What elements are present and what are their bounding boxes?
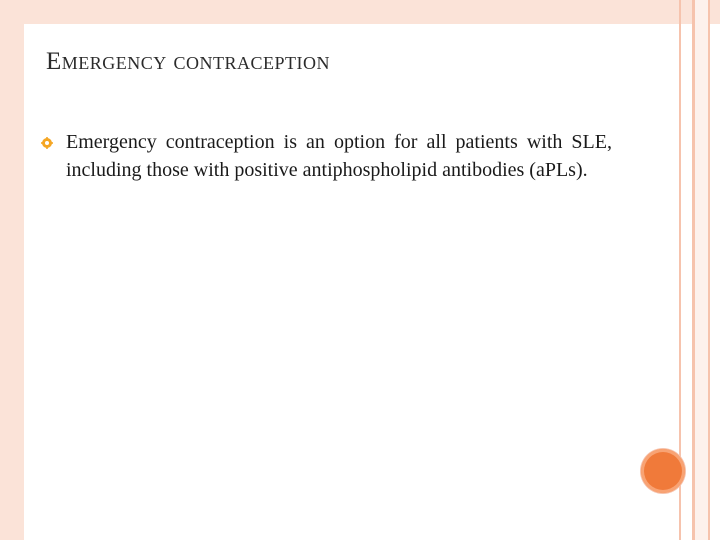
bullet-list	[42, 128, 612, 184]
bullet-item	[42, 128, 612, 184]
right-decor-line	[708, 0, 710, 540]
bullet-text: Emergency contraception is an option for all patients with SLE, including those with positive antiphospholipid antibodies (aPLs).	[66, 131, 612, 181]
slide-title: Emergency contraception	[46, 48, 331, 75]
gear-bullet-icon	[41, 137, 53, 149]
top-border-band	[0, 0, 720, 24]
right-border-fill	[695, 0, 708, 540]
left-border-band	[0, 0, 24, 540]
right-decor-line	[692, 0, 695, 540]
decorative-circle-icon	[641, 449, 685, 493]
